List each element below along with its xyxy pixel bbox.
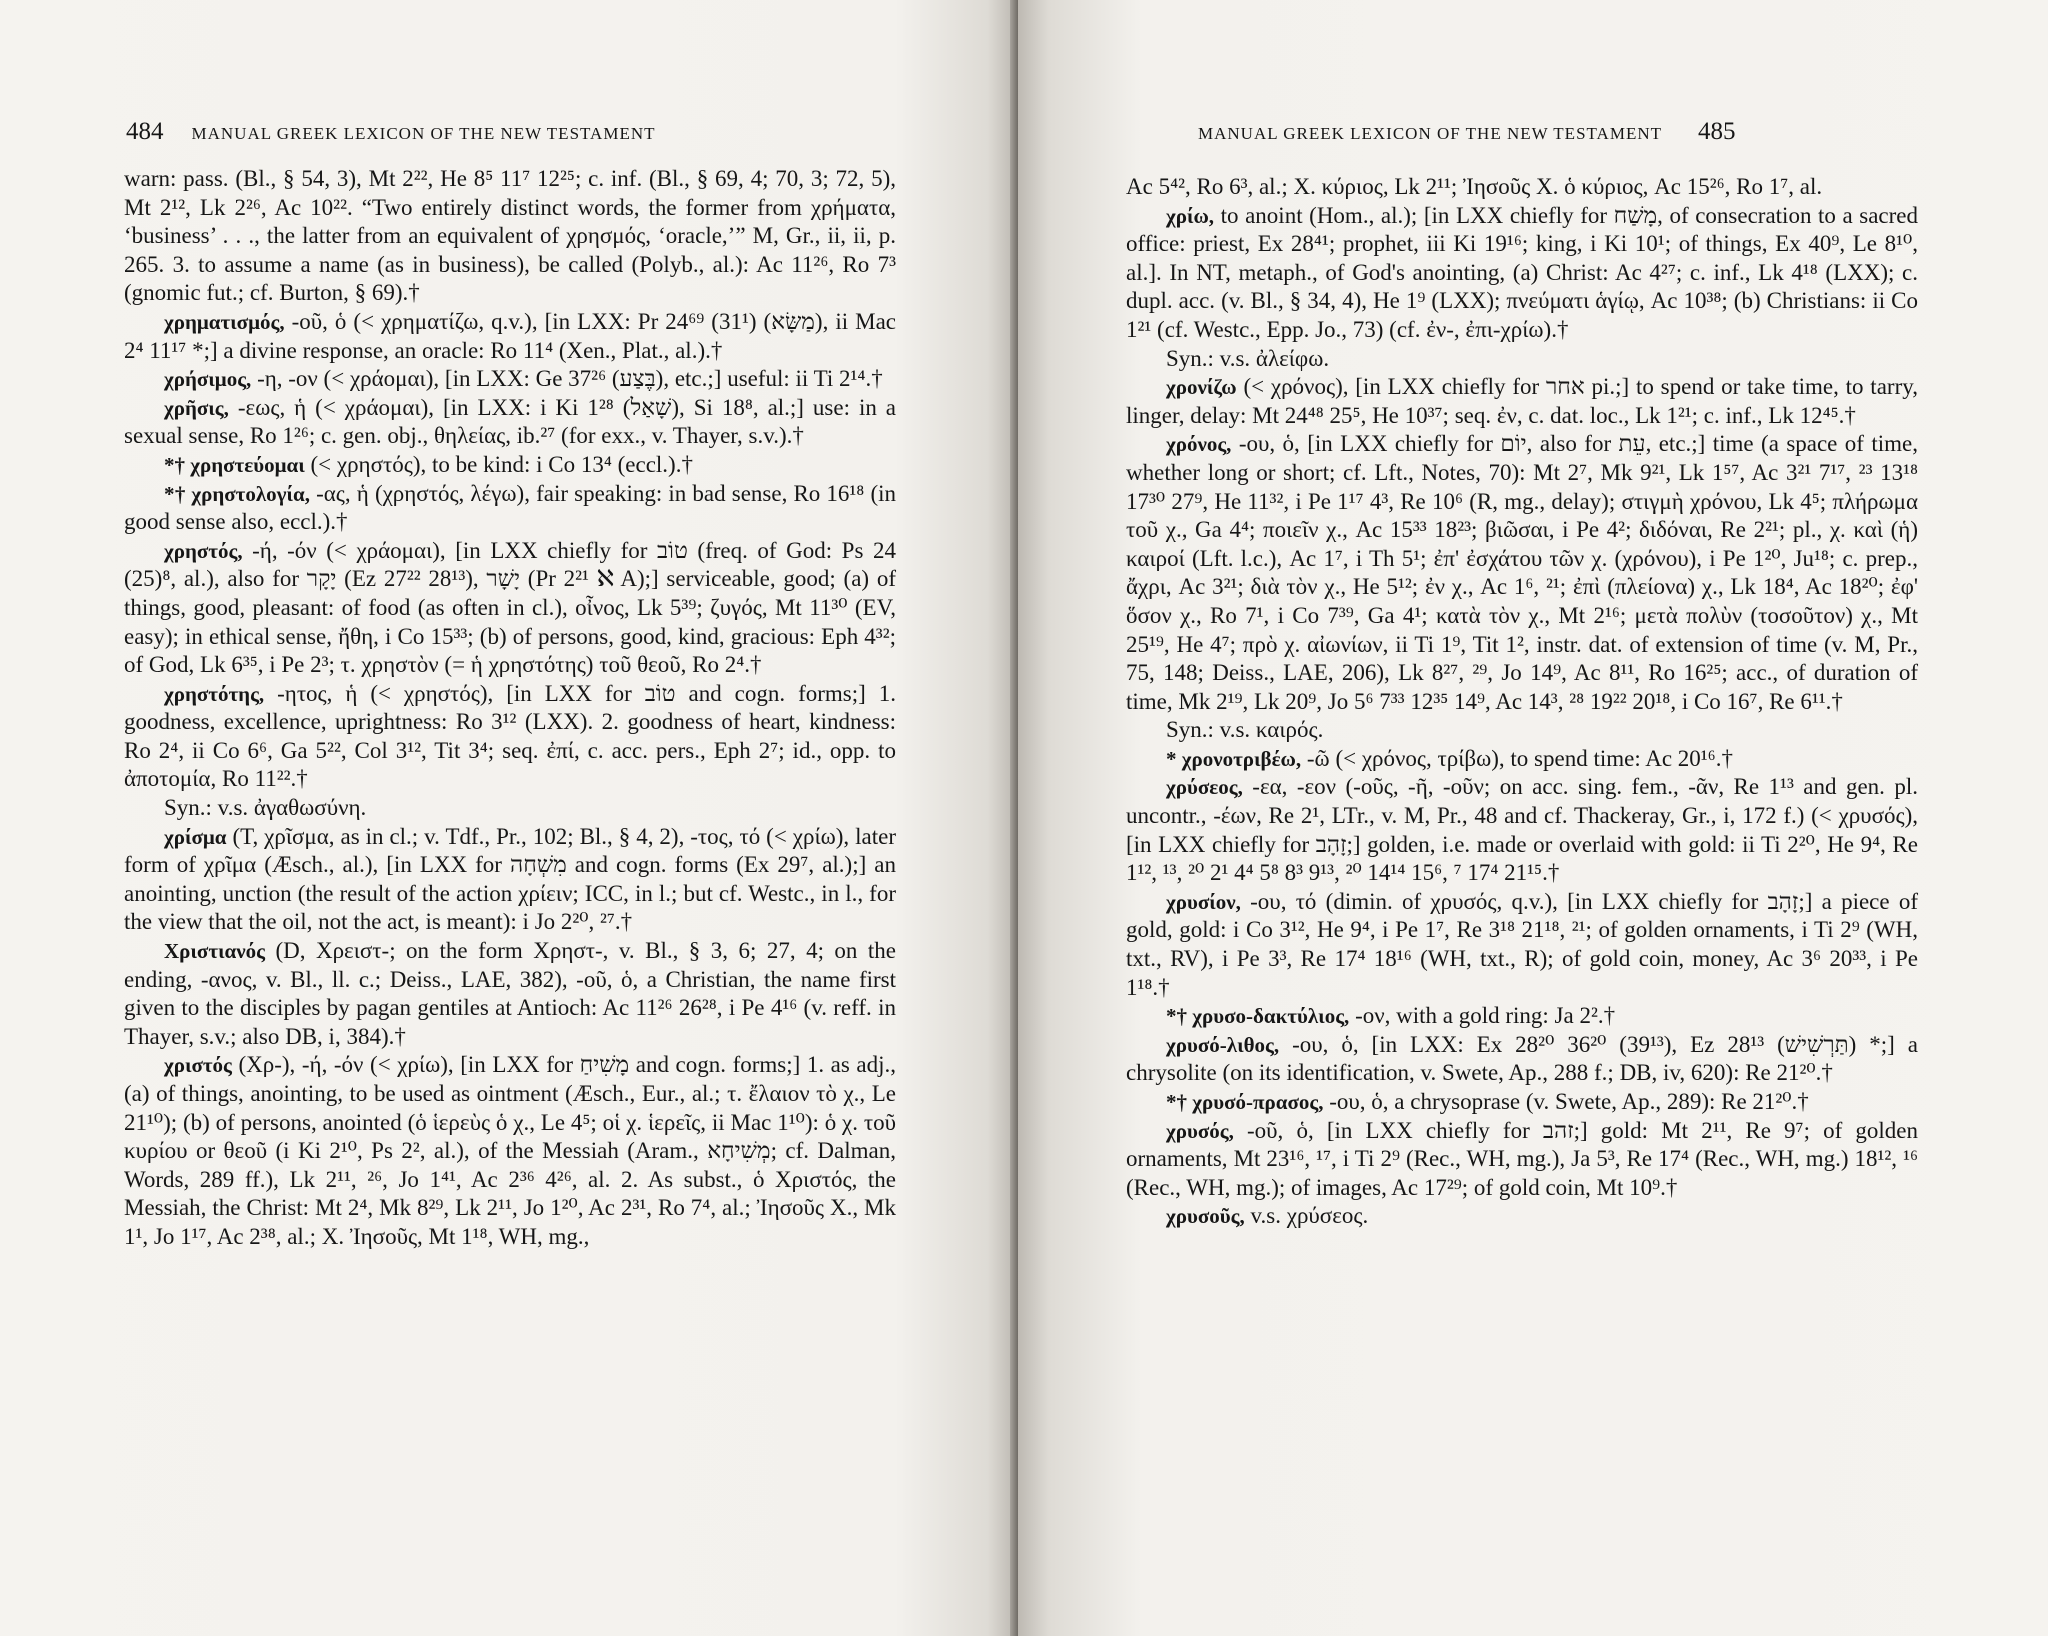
lexicon-entry [1126,430,1918,716]
entry-text: (< χρόνος), [in LXX chiefly for אחר pi.;] to spend or take time, to tarry, linger, delay: Mt 24⁴⁸ 25⁵, He 10³⁷; seq. ἐν, c. dat. loc., Lk 1²¹; c. inf., Lk 12⁴⁵.† [1126,374,1918,428]
left-running-head: MANUAL GREEK LEXICON OF THE NEW TESTAMENT [191,124,656,143]
synonym-note [124,794,896,823]
lexicon-entry [124,165,896,308]
entry-headword: χρυσίον, [1166,889,1241,914]
entry-text: (T, χρῖσμα, as in cl.; v. Tdf., Pr., 102; Bl., § 4, 2), -τος, τό (< χρίω), later form of χρῖμα (Æsch., al.), [in LXX for מִשְׁחָה and cogn. forms (Ex 29⁷, al.);] an anointing, unction (the result of the action χρίειν; ICC, in l.; but cf. Westc., in l., for the view that the oil, not the act, is meant): i Jo 2²⁰, ²⁷.† [124,823,896,935]
entry-headword: * χρονοτριβέω, [1166,746,1302,771]
entry-text: -η, -ον (< χράομαι), [in LXX: Ge 37²⁶ (בֶּצַע), etc.;] useful: ii Ti 2¹⁴.† [251,366,883,392]
entry-headword: χρηστός, [164,538,243,563]
lexicon-entry [124,308,896,365]
lexicon-entry [1126,173,1918,202]
right-page [1018,0,2048,1636]
entry-text: -ου, ὁ, [in LXX chiefly for יוֹם, also for עֵת, etc.;] time (a space of time, whether long or short; cf. Lft., Notes, 70): Mt 2⁷, Mk 9²¹, Lk 1⁵⁷, Ac 3²¹ 7¹⁷, ²³ 13¹⁸ 17³⁰ 27⁹, He 11³², i Pe 1¹⁷ 4³, Re 10⁶ (R, mg., delay); στιγμὴ χρόνου, Lk 4⁵; πλήρωμα τοῦ χ., Ga 4⁴; ποιεῖν χ., Ac 15³³ 18²³; βιῶσαι, i Pe 4²; διδόναι, Re 2²¹; pl., χ. καὶ (ἡ) καιροί (Lft. l.c.), Ac 1⁷, i Th 5¹; ἐπ' ἐσχάτου τῶν χ. (χρόνου), i Pe 1²⁰, Ju¹⁸; c. prep., ἄχρι, Ac 3²¹; διὰ τὸν χ., He 5¹²; ἐν χ., Ac 1⁶, ²¹; ἐπὶ (πλείονα) χ., Lk 18⁴, Ac 18²⁰; ἐφ' ὅσον χ., Ro 7¹, i Co 7³⁹, Ga 4¹; κατὰ τὸν χ., Mt 2¹⁶; μετὰ πολὺν (τοσοῦτον) χ., Mt 25¹⁹, He 4⁷; πρὸ χ. αἰωνίων, ii Ti 1⁹, Tit 1², instr. dat. of extension of time (v. M, Pr., 75, 148; Deiss., LAE, 206), Lk 8²⁷, ²⁹, Jo 14⁹, Ac 8¹¹, Ro 16²⁵; acc., of duration of time, Mk 2¹⁹, Lk 20⁹, Jo 5⁶ 7³³ 12³⁵ 14⁹, Ac 14³, ²⁸ 19²² 20¹⁸, i Co 16⁷, Re 6¹¹.† [1126,431,1919,714]
entry-headword: Χριστιανός [164,939,265,964]
entry-headword: χρυσό-λιθος, [1166,1032,1280,1057]
entry-text: -ας, ἡ (χρηστός, λέγω), fair speaking: in bad sense, Ro 16¹⁸ (in good sense also, eccl.).† [124,480,896,535]
right-running-head: MANUAL GREEK LEXICON OF THE NEW TESTAMENT [1198,124,1662,143]
lexicon-entry [124,365,896,394]
entry-headword: χρίω, [1166,203,1215,228]
right-page-body [1126,173,1918,1231]
lexicon-entry [1126,1202,1918,1231]
entry-headword: *† χρυσό-πρασος, [1166,1090,1324,1114]
entry-text: -ου, ὁ, a chrysoprase (v. Swete, Ap., 289): Re 21²⁰.† [1323,1089,1809,1114]
left-page-body [124,165,896,1252]
lexicon-entry [124,537,896,680]
entry-text: Ac 5⁴², Ro 6³, al.; Χ. κύριος, Lk 2¹¹; Ἰησοῦς Χ. ὁ κύριος, Ac 15²⁶, Ro 1⁷, al. [1126,174,1823,199]
lexicon-entry [1126,1002,1918,1031]
entry-text: Syn.: v.s. ἀλείφω. [1166,345,1330,371]
lexicon-entry [1126,888,1918,1002]
entry-headword: χρηστότης, [164,681,265,706]
lexicon-entry [1126,1031,1918,1088]
entry-headword: χρῆσις, [164,395,229,420]
lexicon-entry [1126,773,1918,887]
lexicon-entry [1126,373,1918,430]
entry-text: -οῦ, ὁ (< χρηματίζω, q.v.), [in LXX: Pr 24⁶⁹ (31¹) (מַשָּׂא), ii Mac 2⁴ 11¹⁷ *;] a divine response, an oracle: Ro 11⁴ (Xen., Plat., al.).† [124,308,896,363]
entry-headword: χρύσεος, [1166,775,1243,800]
left-page [0,0,1018,1636]
entry-headword: χριστός [164,1053,232,1078]
entry-headword: χρυσοῦς, [1166,1204,1245,1229]
entry-text: -οῦ, ὁ, [in LXX chiefly for זהב;] gold: Mt 2¹¹, Re 9⁷; of golden ornaments, Mt 23¹⁶, ¹⁷, i Ti 2⁹ (Rec., WH, mg.), Ja 5³, Re 17⁴ (Rec., WH, mg.) 18¹², ¹⁶ (Rec., WH, mg.); of images, Ac 17²⁹; of gold coin, Mt 10⁹.† [1126,1117,1918,1200]
entry-headword: χρυσός, [1166,1118,1234,1143]
lexicon-entry [1126,745,1918,774]
entry-text: (D, Χρειστ-; on the form Χρηστ-, v. Bl., § 3, 6; 27, 4; on the ending, -ανος, v. Bl., ll. c.; Deiss., LAE, 382), -οῦ, ὁ, a Christian, the name first given to the disciples by pagan gentiles at Antioch: Ac 11²⁶ 26²⁸, i Pe 4¹⁶ (v. reff. in Thayer, s.v.; also DB, i, 384).† [124,938,896,1049]
entry-text: to anoint (Hom., al.); [in LXX chiefly for מָשַׁח, of consecration to a sacred office: priest, Ex 28⁴¹; prophet, iii Ki 19¹⁶; king, i Ki 10¹; of things, Ex 40⁹, Le 8¹⁰, al.]. In NT, metaph., of God's anointing, (a) Christ: Ac 4²⁷; c. inf., Lk 4¹⁸ (LXX); c. dupl. acc. (v. Bl., § 34, 4), He 1⁹ (LXX); πνεύματι ἁγίῳ, Ac 10³⁸; (b) Christians: ii Co 1²¹ (cf. Westc., Epp. Jo., 73) (cf. ἐν-, ἐπι-χρίω).† [1126,202,1918,342]
lexicon-entry [1126,202,1918,345]
lexicon-entry [124,680,896,794]
entry-text: -ή, -όν (< χράομαι), [in LXX chiefly for טוֹב (freq. of God: Ps 24 (25)⁸, al.), also for יָקָר (Ez 27²² 28¹³), יָשָׁר (Pr 2²¹ ℵ A);] serviceable, good; (a) of things, good, pleasant: of food (as often in cl.), οἶνος, Lk 5³⁹; ζυγός, Mt 11³⁰ (EV, easy); in ethical sense, ἤθη, i Co 15³³; (b) of persons, good, kind, gracious: Eph 4³²; of God, Lk 6³⁵, i Pe 2³; τ. χρηστὸν (= ἡ χρηστότης) τοῦ θεοῦ, Ro 2⁴.† [124,537,896,678]
right-page-number: 485 [1697,118,1736,145]
lexicon-entry [124,480,896,537]
entry-text: -ου, ὁ, [in LXX: Ex 28²⁰ 36²⁰ (39¹³), Ez 28¹³ (תַּרְשִׁישׁ) *;] a chrysolite (on its identification, v. Swete, Ap., 288 f.; DB, iv, 620): Re 21²⁰.† [1126,1031,1918,1086]
synonym-note [1126,716,1918,745]
lexicon-entry [124,823,896,937]
lexicon-entry [1126,1117,1918,1203]
entry-text: -εα, -εον (-οῦς, -ῆ, -οῦν; on acc. sing. fem., -ᾶν, Re 1¹³ and gen. pl. uncontr., -έων, Re 2¹, LTr., v. M, Pr., 48 and cf. Thackeray, Gr., i, 172 f.) (< χρυσός), [in LXX chiefly for זָהָב;] golden, i.e. made or overlaid with gold: ii Ti 2²⁰, He 9⁴, Re 1¹², ¹³, ²⁰ 2¹ 4⁴ 5⁸ 8³ 9¹³, ²⁰ 14¹⁴ 15⁶, ⁷ 17⁴ 21¹⁵.† [1126,774,1918,886]
right-page-header [1198,118,1735,148]
entry-headword: *† χρηστολογία, [164,481,310,506]
entry-headword: χρηματισμός, [164,309,285,334]
synonym-note [1126,345,1918,374]
entry-headword: *† χρηστεύομαι [164,452,305,477]
entry-text: -εως, ἡ (< χράομαι), [in LXX: i Ki 1²⁸ (שָׁאַל), Si 18⁸, al.;] use: in a sexual sense, Ro 1²⁶; c. gen. obj., θηλείας, ib.²⁷ (for exx., v. Thayer, s.v.).† [124,394,897,449]
entry-text: -ου, τό (dimin. of χρυσός, q.v.), [in LXX chiefly for זָהָב;] a piece of gold, gold: i Co 3¹², He 9⁴, i Pe 1⁷, Re 3¹⁸ 21¹⁸, ²¹; of golden ornaments, i Ti 2⁹ (WH, txt., RV), i Pe 3³, Re 17⁴ 18¹⁶ (WH, txt., R); of gold coin, money, Ac 3⁶ 20³³, i Pe 1¹⁸.† [1126,888,1918,1000]
entry-text: (Χρ-), -ή, -όν (< χρίω), [in LXX for מָשִׁיחַ and cogn. forms;] 1. as adj., (a) of things, anointing, to be used as ointment (Æsch., Eur., al.; τ. ἔλαιον τὸ χ., Le 21¹⁰); (b) of persons, anointed (ὁ ἱερεὺς ὁ χ., Le 4⁵; οἱ χ. ἱερεῖς, ii Mac 1¹⁰): ὁ χ. τοῦ κυρίου or θεοῦ (i Ki 2¹⁰, Ps 2², al.), of the Messiah (Aram., מְשִׁיחָא; cf. Dalman, Words, 289 ff.), Lk 2¹¹, ²⁶, Jo 1⁴¹, Ac 2³⁶ 4²⁶, al. 2. As subst., ὁ Χριστός, the Messiah, the Christ: Mt 2⁴, Mk 8²⁹, Lk 2¹¹, Jo 1²⁰, Ac 2³¹, Ro 7⁴, al.; Ἰησοῦς Χ., Mk 1¹, Jo 1¹⁷, Ac 2³⁸, al.; Χ. Ἰησοῦς, Mt 1¹⁸, WH, mg., [124,1052,897,1249]
entry-headword: χρίσμα [164,824,227,849]
lexicon-entry [1126,1088,1918,1117]
entry-headword: *† χρυσο-δακτύλιος, [1166,1004,1350,1029]
entry-text: warn: pass. (Bl., § 54, 3), Mt 2²², He 8⁵ 11⁷ 12²⁵; c. inf. (Bl., § 69, 4; 70, 3; 72, 5), Mt 2¹², Lk 2²⁶, Ac 10²². “Two entirely distinct words, the former from χρήματα, ‘business’ . . ., the latter from an equivalent of χρησμός, ‘oracle,’” M, Gr., ii, ii, p. 265. 3. to assume a name (as in business), be called (Polyb., al.): Ac 11²⁶, Ro 7³ (gnomic fut.; cf. Burton, § 69).† [124,166,896,306]
entry-text: v.s. χρύσεος. [1244,1203,1369,1229]
entry-text: -ῶ (< χρόνος, τρίβω), to spend time: Ac 20¹⁶.† [1301,745,1733,771]
entry-headword: χρόνος, [1166,432,1232,457]
lexicon-entry [124,1051,896,1251]
entry-headword: χρονίζω [1166,375,1237,400]
left-page-number: 484 [126,118,164,145]
entry-text: Syn.: v.s. καιρός. [1166,717,1324,743]
lexicon-entry [124,937,896,1051]
entry-headword: χρήσιμος, [164,367,252,392]
lexicon-entry [124,451,896,480]
lexicon-entry [124,394,896,451]
entry-text: Syn.: v.s. ἀγαθωσύνη. [164,795,367,821]
entry-text: -ον, with a gold ring: Ja 2².† [1349,1003,1616,1029]
entry-text: -ητος, ἡ (< χρηστός), [in LXX for טוֹב and cogn. forms;] 1. goodness, excellence, uprightness: Ro 3¹² (LXX). 2. goodness of heart, kindness: Ro 2⁴, ii Co 6⁶, Ga 5²², Col 3¹², Tit 3⁴; seq. ἐπί, c. acc. pers., Eph 2⁷; id., opp. to ἀποτομία, Ro 11²².† [124,680,896,792]
entry-text: (< χρηστός), to be kind: i Co 13⁴ (eccl.).† [304,451,693,477]
left-page-header [126,118,655,148]
